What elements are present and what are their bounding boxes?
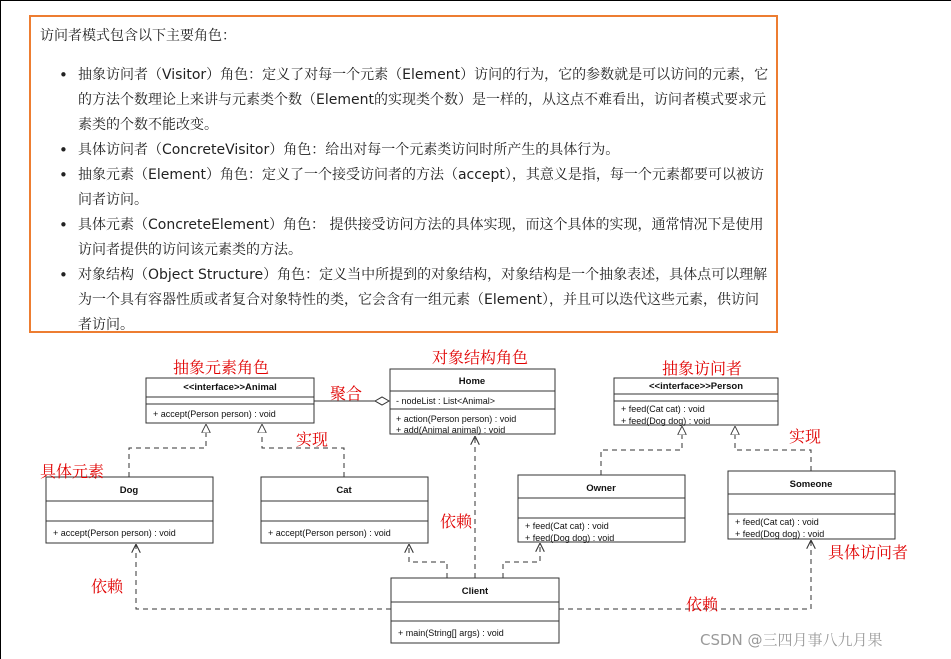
realize-owner-person xyxy=(601,427,682,475)
label-abstract-element: 抽象元素角色 xyxy=(173,358,270,377)
realize-dog-animal xyxy=(129,425,206,477)
depend-client-owner xyxy=(503,544,540,578)
class-someone-name: Someone xyxy=(789,479,833,490)
class-someone-op-dog: + feed(Dog dog) : void xyxy=(735,529,825,539)
label-depend-right: 依赖 xyxy=(686,595,719,614)
label-realize-right: 实现 xyxy=(789,427,822,446)
class-cat-name: Cat xyxy=(336,485,352,496)
class-dog-name: Dog xyxy=(119,485,139,496)
class-person-name: <<interface>>Person xyxy=(649,381,743,392)
depend-client-someone xyxy=(559,541,811,609)
class-dog-op: + accept(Person person) : void xyxy=(53,528,176,538)
roles-title: 访问者模式包含以下主要角色： xyxy=(40,28,236,44)
class-owner-op-cat: + feed(Cat cat) : void xyxy=(525,521,609,531)
class-cat-op: + accept(Person person) : void xyxy=(268,528,391,538)
class-home-attr: - nodeList : List<Animal> xyxy=(396,396,496,406)
class-someone-op-cat: + feed(Cat cat) : void xyxy=(735,517,819,527)
label-concrete-element: 具体元素 xyxy=(40,462,105,481)
class-home xyxy=(390,369,555,435)
class-cat xyxy=(261,477,428,543)
label-aggregation: 聚合 xyxy=(330,384,363,403)
label-concrete-visitor: 具体访问者 xyxy=(828,543,909,562)
class-animal-op: + accept(Person person) : void xyxy=(153,409,276,419)
class-home-op-action: + action(Person person) : void xyxy=(396,414,517,424)
label-abstract-visitor: 抽象访问者 xyxy=(662,359,743,378)
watermark: CSDN @三四月事八九月果 xyxy=(700,631,883,649)
class-animal xyxy=(146,378,314,423)
class-owner-name: Owner xyxy=(586,483,616,494)
class-owner-op-dog: + feed(Dog dog) : void xyxy=(525,533,615,543)
class-person-op-cat: + feed(Cat cat) : void xyxy=(621,404,705,414)
role-item-concrete-element: • 具体元素（ConcreteElement）角色： 提供接受访问方法的具体实现，而这个具体的实现，通常情况下是使用访问者提供的访问该元素类的方法。 xyxy=(59,213,771,263)
class-home-op-add: + add(Animal animal) : void xyxy=(396,425,506,435)
role-item-visitor: • 抽象访问者（Visitor）角色：定义了对每一个元素（Element）访问的行为，它的参数就是可以访问的元素，它的方法个数理论上来讲与元素类个数（Element的实现类个数）是一样的，从这点不难看出，访问者模式要求元素类的个数不能改变。 xyxy=(59,63,771,138)
class-client-op: + main(String[] args) : void xyxy=(398,628,504,638)
class-person-op-dog: + feed(Dog dog) : void xyxy=(621,416,711,426)
class-home-name: Home xyxy=(458,376,486,387)
class-dog xyxy=(46,477,213,543)
class-animal-name: <<interface>>Animal xyxy=(183,382,277,393)
role-item-element: • 抽象元素（Element）角色：定义了一个接受访问者的方法（accept），其意义是指，每一个元素都要可以被访问者访问。 xyxy=(59,163,771,213)
class-client xyxy=(391,578,559,643)
role-item-object-structure: • 对象结构（Object Structure）角色：定义当中所提到的对象结构，对象结构是一个抽象表述，具体点可以理解为一个具有容器性质或者复合对象特性的类，它会含有一组元素（Element），并且可以迭代这些元素，供访问者访问。 xyxy=(59,263,771,338)
label-object-structure: 对象结构角色 xyxy=(432,348,529,367)
depend-client-cat xyxy=(409,545,447,578)
class-person xyxy=(614,378,778,426)
role-item-concrete-visitor: • 具体访问者（ConcreteVisitor）角色：给出对每一个元素类访问时所产生的具体行为。 xyxy=(59,138,771,163)
class-owner xyxy=(518,475,685,543)
label-depend-left: 依赖 xyxy=(91,577,124,596)
label-depend-center: 依赖 xyxy=(440,512,473,531)
class-client-name: Client xyxy=(461,586,489,597)
label-realize-left: 实现 xyxy=(296,430,329,449)
class-someone xyxy=(728,471,895,539)
depend-client-dog xyxy=(136,545,391,609)
